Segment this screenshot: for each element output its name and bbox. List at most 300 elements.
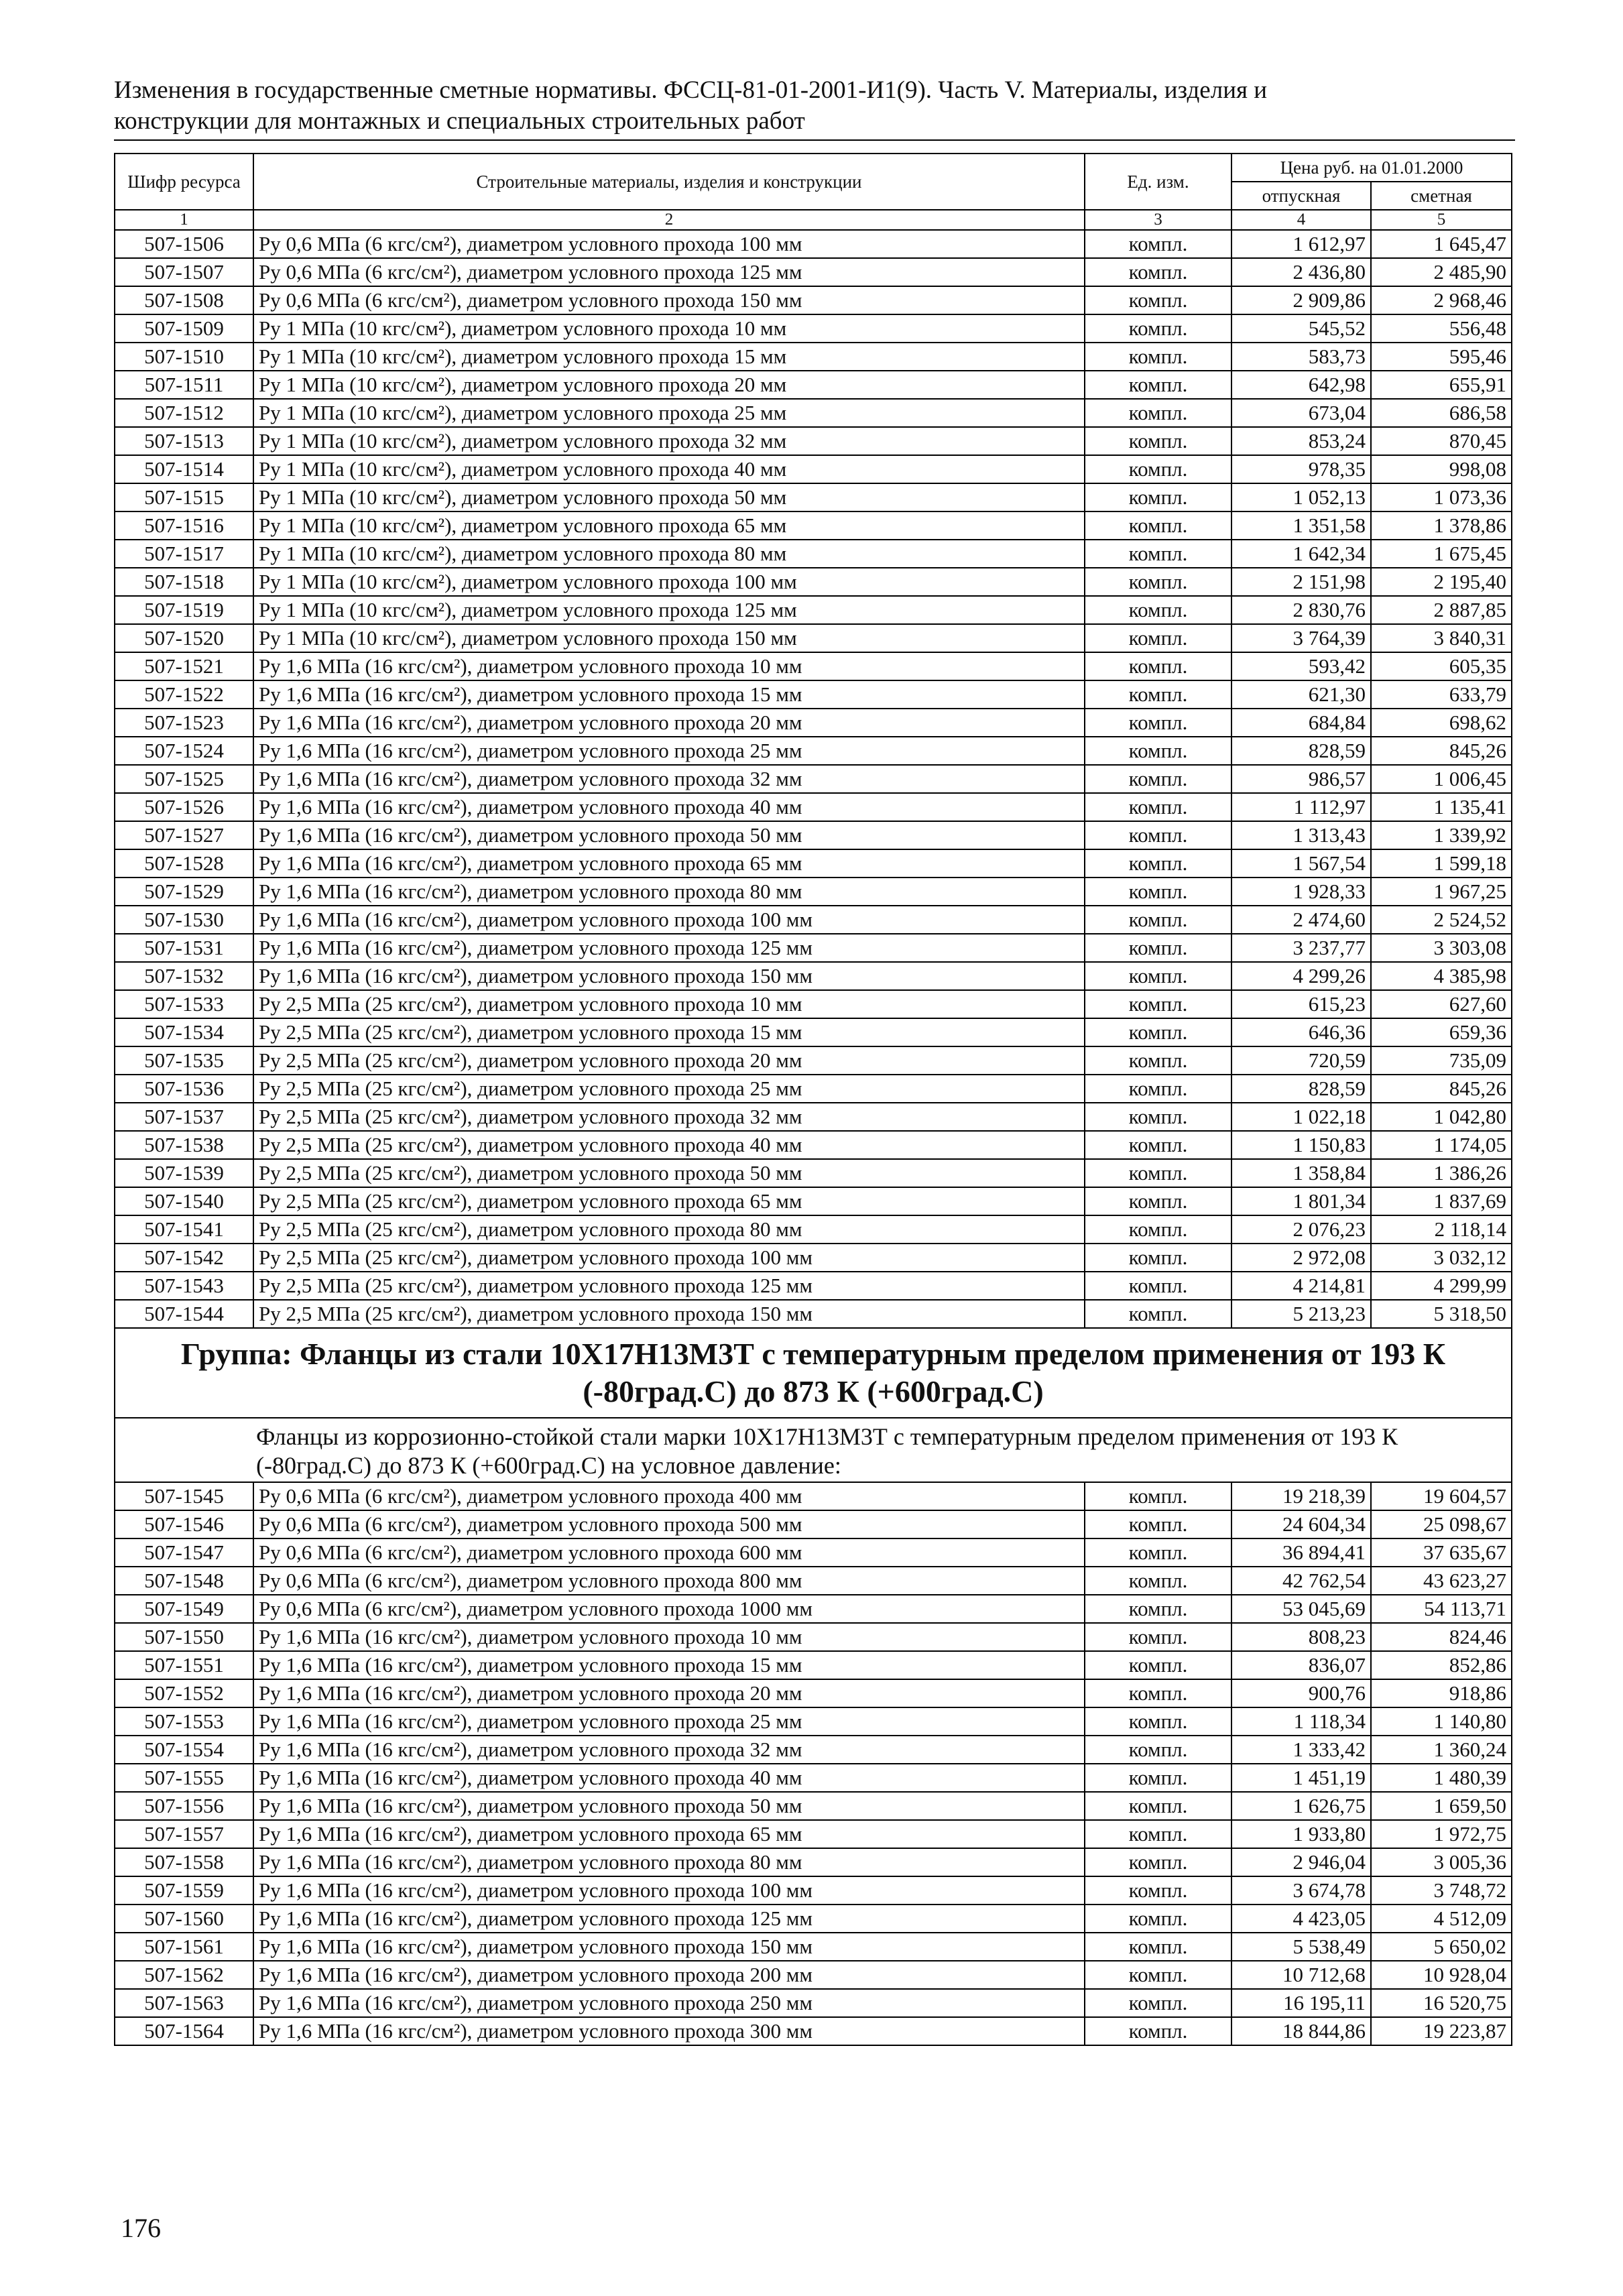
unit: компл. xyxy=(1085,1933,1231,1961)
unit: компл. xyxy=(1085,680,1231,709)
unit: компл. xyxy=(1085,878,1231,906)
estimate-price: 605,35 xyxy=(1371,652,1512,680)
material-description: Ру 1,6 МПа (16 кгс/см²), диаметром условного прохода 40 мм xyxy=(253,1764,1085,1792)
resource-code: 507-1549 xyxy=(115,1595,253,1623)
unit: компл. xyxy=(1085,652,1231,680)
column-number-row xyxy=(115,210,1512,230)
resource-code: 507-1564 xyxy=(115,2017,253,2045)
material-description: Ру 0,6 МПа (6 кгс/см²), диаметром условного прохода 600 мм xyxy=(253,1538,1085,1567)
release-price: 1 642,34 xyxy=(1231,540,1371,568)
estimate-price: 1 837,69 xyxy=(1371,1187,1512,1215)
resource-code: 507-1550 xyxy=(115,1623,253,1651)
estimate-price: 2 118,14 xyxy=(1371,1215,1512,1244)
material-description: Ру 1,6 МПа (16 кгс/см²), диаметром условного прохода 300 мм xyxy=(253,2017,1085,2045)
table-row xyxy=(115,1159,1512,1187)
unit: компл. xyxy=(1085,1961,1231,1989)
column-header-unit: Ед. изм. xyxy=(1085,154,1231,210)
table-row xyxy=(115,1933,1512,1961)
unit: компл. xyxy=(1085,1215,1231,1244)
resource-code: 507-1509 xyxy=(115,314,253,343)
resource-code: 507-1538 xyxy=(115,1131,253,1159)
release-price: 545,52 xyxy=(1231,314,1371,343)
material-description: Ру 1,6 МПа (16 кгс/см²), диаметром условного прохода 50 мм xyxy=(253,1792,1085,1820)
material-description: Ру 0,6 МПа (6 кгс/см²), диаметром условного прохода 100 мм xyxy=(253,230,1085,258)
release-price: 3 764,39 xyxy=(1231,624,1371,652)
release-price: 2 151,98 xyxy=(1231,568,1371,596)
material-description: Ру 1,6 МПа (16 кгс/см²), диаметром условного прохода 25 мм xyxy=(253,1707,1085,1736)
resource-code: 507-1554 xyxy=(115,1736,253,1764)
resource-code: 507-1535 xyxy=(115,1046,253,1075)
material-description: Ру 1,6 МПа (16 кгс/см²), диаметром условного прохода 32 мм xyxy=(253,1736,1085,1764)
material-description: Ру 2,5 МПа (25 кгс/см²), диаметром условного прохода 80 мм xyxy=(253,1215,1085,1244)
release-price: 19 218,39 xyxy=(1231,1482,1371,1510)
material-description: Ру 1 МПа (10 кгс/см²), диаметром условного прохода 150 мм xyxy=(253,624,1085,652)
release-price: 1 313,43 xyxy=(1231,821,1371,849)
table-row xyxy=(115,314,1512,343)
release-price: 10 712,68 xyxy=(1231,1961,1371,1989)
release-price: 1 801,34 xyxy=(1231,1187,1371,1215)
resource-code: 507-1522 xyxy=(115,680,253,709)
table-row xyxy=(115,793,1512,821)
resource-code: 507-1520 xyxy=(115,624,253,652)
release-price: 3 674,78 xyxy=(1231,1876,1371,1905)
estimate-price: 1 645,47 xyxy=(1371,230,1512,258)
release-price: 900,76 xyxy=(1231,1679,1371,1707)
column-number: 4 xyxy=(1231,210,1371,230)
table-row xyxy=(115,230,1512,258)
unit: компл. xyxy=(1085,1820,1231,1848)
table-row xyxy=(115,1679,1512,1707)
table-row xyxy=(115,1075,1512,1103)
table-row xyxy=(115,511,1512,540)
unit: компл. xyxy=(1085,765,1231,793)
table-row xyxy=(115,1482,1512,1510)
release-price: 16 195,11 xyxy=(1231,1989,1371,2017)
unit: компл. xyxy=(1085,371,1231,399)
material-description: Ру 1 МПа (10 кгс/см²), диаметром условного прохода 65 мм xyxy=(253,511,1085,540)
running-header-line-1: Изменения в государственные сметные нормативы. ФССЦ-81-01-2001-И1(9). Часть V. Материалы, изделия и xyxy=(114,76,1268,104)
resource-code: 507-1506 xyxy=(115,230,253,258)
estimate-price: 627,60 xyxy=(1371,990,1512,1018)
unit: компл. xyxy=(1085,1272,1231,1300)
release-price: 53 045,69 xyxy=(1231,1595,1371,1623)
resource-code: 507-1548 xyxy=(115,1567,253,1595)
table-row xyxy=(115,849,1512,878)
unit: компл. xyxy=(1085,1103,1231,1131)
resource-code: 507-1539 xyxy=(115,1159,253,1187)
estimate-price: 1 360,24 xyxy=(1371,1736,1512,1764)
unit: компл. xyxy=(1085,2017,1231,2045)
unit: компл. xyxy=(1085,427,1231,455)
material-description: Ру 0,6 МПа (6 кгс/см²), диаметром условного прохода 150 мм xyxy=(253,286,1085,314)
material-description: Ру 2,5 МПа (25 кгс/см²), диаметром условного прохода 25 мм xyxy=(253,1075,1085,1103)
release-price: 2 946,04 xyxy=(1231,1848,1371,1876)
table-row xyxy=(115,1623,1512,1651)
unit: компл. xyxy=(1085,286,1231,314)
release-price: 642,98 xyxy=(1231,371,1371,399)
table-row xyxy=(115,1876,1512,1905)
group-note: Фланцы из коррозионно-стойкой стали марки 10Х17Н13М3Т с температурным пределом применения от 193 К (-80град.С) до 873 К (+600град.С) на условное давление: xyxy=(115,1418,1512,1482)
resource-code: 507-1521 xyxy=(115,652,253,680)
material-description: Ру 1,6 МПа (16 кгс/см²), диаметром условного прохода 15 мм xyxy=(253,680,1085,709)
resource-code: 507-1507 xyxy=(115,258,253,286)
estimate-price: 16 520,75 xyxy=(1371,1989,1512,2017)
table-row xyxy=(115,483,1512,511)
estimate-price: 1 339,92 xyxy=(1371,821,1512,849)
release-price: 1 358,84 xyxy=(1231,1159,1371,1187)
table-row xyxy=(115,680,1512,709)
material-description: Ру 2,5 МПа (25 кгс/см²), диаметром условного прохода 20 мм xyxy=(253,1046,1085,1075)
unit: компл. xyxy=(1085,1595,1231,1623)
resource-code: 507-1540 xyxy=(115,1187,253,1215)
unit: компл. xyxy=(1085,849,1231,878)
material-description: Ру 1,6 МПа (16 кгс/см²), диаметром условного прохода 10 мм xyxy=(253,1623,1085,1651)
estimate-price: 633,79 xyxy=(1371,680,1512,709)
material-description: Ру 1 МПа (10 кгс/см²), диаметром условного прохода 15 мм xyxy=(253,343,1085,371)
group-note-row xyxy=(115,1418,1512,1482)
unit: компл. xyxy=(1085,511,1231,540)
estimate-price: 3 748,72 xyxy=(1371,1876,1512,1905)
resource-code: 507-1546 xyxy=(115,1510,253,1538)
estimate-price: 595,46 xyxy=(1371,343,1512,371)
material-description: Ру 1,6 МПа (16 кгс/см²), диаметром условного прохода 250 мм xyxy=(253,1989,1085,2017)
table-row xyxy=(115,1961,1512,1989)
resource-code: 507-1532 xyxy=(115,962,253,990)
resource-code: 507-1545 xyxy=(115,1482,253,1510)
table-row xyxy=(115,286,1512,314)
resource-code: 507-1544 xyxy=(115,1300,253,1328)
estimate-price: 37 635,67 xyxy=(1371,1538,1512,1567)
resource-code: 507-1560 xyxy=(115,1905,253,1933)
estimate-price: 686,58 xyxy=(1371,399,1512,427)
release-price: 4 423,05 xyxy=(1231,1905,1371,1933)
material-description: Ру 1 МПа (10 кгс/см²), диаметром условного прохода 25 мм xyxy=(253,399,1085,427)
table-row xyxy=(115,1764,1512,1792)
estimate-price: 4 385,98 xyxy=(1371,962,1512,990)
material-description: Ру 1,6 МПа (16 кгс/см²), диаметром условного прохода 15 мм xyxy=(253,1651,1085,1679)
unit: компл. xyxy=(1085,1538,1231,1567)
table-row xyxy=(115,1848,1512,1876)
resource-code: 507-1552 xyxy=(115,1679,253,1707)
material-description: Ру 0,6 МПа (6 кгс/см²), диаметром условного прохода 800 мм xyxy=(253,1567,1085,1595)
table-row xyxy=(115,1989,1512,2017)
table-row xyxy=(115,540,1512,568)
release-price: 1 567,54 xyxy=(1231,849,1371,878)
table-row xyxy=(115,765,1512,793)
material-description: Ру 1 МПа (10 кгс/см²), диаметром условного прохода 20 мм xyxy=(253,371,1085,399)
release-price: 1 118,34 xyxy=(1231,1707,1371,1736)
estimate-price: 1 006,45 xyxy=(1371,765,1512,793)
material-description: Ру 0,6 МПа (6 кгс/см²), диаметром условного прохода 500 мм xyxy=(253,1510,1085,1538)
material-description: Ру 2,5 МПа (25 кгс/см²), диаметром условного прохода 15 мм xyxy=(253,1018,1085,1046)
unit: компл. xyxy=(1085,1623,1231,1651)
resource-code: 507-1510 xyxy=(115,343,253,371)
unit: компл. xyxy=(1085,1159,1231,1187)
material-description: Ру 2,5 МПа (25 кгс/см²), диаметром условного прохода 65 мм xyxy=(253,1187,1085,1215)
resource-code: 507-1513 xyxy=(115,427,253,455)
unit: компл. xyxy=(1085,1989,1231,2017)
release-price: 684,84 xyxy=(1231,709,1371,737)
estimate-price: 19 223,87 xyxy=(1371,2017,1512,2045)
running-header-line-2: конструкции для монтажных и специальных строительных работ xyxy=(114,107,805,135)
estimate-price: 1 042,80 xyxy=(1371,1103,1512,1131)
table-row xyxy=(115,1567,1512,1595)
material-description: Ру 1,6 МПа (16 кгс/см²), диаметром условного прохода 100 мм xyxy=(253,906,1085,934)
resource-code: 507-1529 xyxy=(115,878,253,906)
estimate-price: 1 140,80 xyxy=(1371,1707,1512,1736)
resource-code: 507-1556 xyxy=(115,1792,253,1820)
estimate-price: 1 135,41 xyxy=(1371,793,1512,821)
estimate-price: 655,91 xyxy=(1371,371,1512,399)
estimate-price: 852,86 xyxy=(1371,1651,1512,1679)
unit: компл. xyxy=(1085,596,1231,624)
estimate-price: 25 098,67 xyxy=(1371,1510,1512,1538)
unit: компл. xyxy=(1085,314,1231,343)
resource-code: 507-1541 xyxy=(115,1215,253,1244)
release-price: 2 909,86 xyxy=(1231,286,1371,314)
estimate-price: 1 967,25 xyxy=(1371,878,1512,906)
release-price: 3 237,77 xyxy=(1231,934,1371,962)
release-price: 853,24 xyxy=(1231,427,1371,455)
release-price: 24 604,34 xyxy=(1231,1510,1371,1538)
resource-code: 507-1512 xyxy=(115,399,253,427)
estimate-price: 556,48 xyxy=(1371,314,1512,343)
table-row xyxy=(115,427,1512,455)
resource-code: 507-1525 xyxy=(115,765,253,793)
unit: компл. xyxy=(1085,1764,1231,1792)
header-rule xyxy=(114,139,1515,141)
resource-code: 507-1530 xyxy=(115,906,253,934)
unit: компл. xyxy=(1085,1510,1231,1538)
table-row xyxy=(115,1103,1512,1131)
release-price: 1 112,97 xyxy=(1231,793,1371,821)
estimate-price: 2 485,90 xyxy=(1371,258,1512,286)
material-description: Ру 1,6 МПа (16 кгс/см²), диаметром условного прохода 65 мм xyxy=(253,849,1085,878)
resource-code: 507-1526 xyxy=(115,793,253,821)
release-price: 1 150,83 xyxy=(1231,1131,1371,1159)
release-price: 1 933,80 xyxy=(1231,1820,1371,1848)
table-row xyxy=(115,399,1512,427)
unit: компл. xyxy=(1085,1848,1231,1876)
estimate-price: 3 303,08 xyxy=(1371,934,1512,962)
resource-code: 507-1551 xyxy=(115,1651,253,1679)
resource-code: 507-1518 xyxy=(115,568,253,596)
unit: компл. xyxy=(1085,821,1231,849)
estimate-price: 918,86 xyxy=(1371,1679,1512,1707)
unit: компл. xyxy=(1085,399,1231,427)
resource-code: 507-1508 xyxy=(115,286,253,314)
table-row xyxy=(115,568,1512,596)
unit: компл. xyxy=(1085,1707,1231,1736)
column-number: 2 xyxy=(253,210,1085,230)
release-price: 828,59 xyxy=(1231,737,1371,765)
table-row xyxy=(115,709,1512,737)
release-price: 808,23 xyxy=(1231,1623,1371,1651)
unit: компл. xyxy=(1085,934,1231,962)
unit: компл. xyxy=(1085,1679,1231,1707)
resource-code: 507-1553 xyxy=(115,1707,253,1736)
material-description: Ру 2,5 МПа (25 кгс/см²), диаметром условного прохода 40 мм xyxy=(253,1131,1085,1159)
estimate-price: 1 174,05 xyxy=(1371,1131,1512,1159)
release-price: 2 474,60 xyxy=(1231,906,1371,934)
release-price: 621,30 xyxy=(1231,680,1371,709)
material-description: Ру 1,6 МПа (16 кгс/см²), диаметром условного прохода 50 мм xyxy=(253,821,1085,849)
unit: компл. xyxy=(1085,1876,1231,1905)
column-header-price: Цена руб. на 01.01.2000 xyxy=(1231,154,1512,182)
table-row xyxy=(115,737,1512,765)
table-row xyxy=(115,455,1512,483)
material-description: Ру 1 МПа (10 кгс/см²), диаметром условного прохода 125 мм xyxy=(253,596,1085,624)
estimate-price: 3 840,31 xyxy=(1371,624,1512,652)
table-row xyxy=(115,1595,1512,1623)
resource-code: 507-1516 xyxy=(115,511,253,540)
table-row xyxy=(115,2017,1512,2045)
unit: компл. xyxy=(1085,1736,1231,1764)
resource-code: 507-1511 xyxy=(115,371,253,399)
column-header-estimate-price: сметная xyxy=(1371,182,1512,210)
table-row xyxy=(115,1300,1512,1328)
release-price: 593,42 xyxy=(1231,652,1371,680)
table-row xyxy=(115,258,1512,286)
estimate-price: 845,26 xyxy=(1371,1075,1512,1103)
material-description: Ру 1,6 МПа (16 кгс/см²), диаметром условного прохода 125 мм xyxy=(253,1905,1085,1933)
unit: компл. xyxy=(1085,455,1231,483)
resource-code: 507-1536 xyxy=(115,1075,253,1103)
unit: компл. xyxy=(1085,709,1231,737)
price-table-body xyxy=(115,154,1512,2045)
estimate-price: 1 480,39 xyxy=(1371,1764,1512,1792)
unit: компл. xyxy=(1085,906,1231,934)
resource-code: 507-1527 xyxy=(115,821,253,849)
resource-code: 507-1543 xyxy=(115,1272,253,1300)
estimate-price: 3 032,12 xyxy=(1371,1244,1512,1272)
release-price: 2 436,80 xyxy=(1231,258,1371,286)
table-row xyxy=(115,1651,1512,1679)
unit: компл. xyxy=(1085,1075,1231,1103)
unit: компл. xyxy=(1085,1905,1231,1933)
release-price: 2 076,23 xyxy=(1231,1215,1371,1244)
material-description: Ру 1,6 МПа (16 кгс/см²), диаметром условного прохода 10 мм xyxy=(253,652,1085,680)
estimate-price: 698,62 xyxy=(1371,709,1512,737)
table-row xyxy=(115,962,1512,990)
resource-code: 507-1562 xyxy=(115,1961,253,1989)
unit: компл. xyxy=(1085,1244,1231,1272)
table-row xyxy=(115,1215,1512,1244)
estimate-price: 43 623,27 xyxy=(1371,1567,1512,1595)
material-description: Ру 2,5 МПа (25 кгс/см²), диаметром условного прохода 100 мм xyxy=(253,1244,1085,1272)
release-price: 1 052,13 xyxy=(1231,483,1371,511)
release-price: 2 830,76 xyxy=(1231,596,1371,624)
resource-code: 507-1515 xyxy=(115,483,253,511)
unit: компл. xyxy=(1085,230,1231,258)
table-row xyxy=(115,1018,1512,1046)
column-number: 5 xyxy=(1371,210,1512,230)
unit: компл. xyxy=(1085,990,1231,1018)
resource-code: 507-1524 xyxy=(115,737,253,765)
resource-code: 507-1563 xyxy=(115,1989,253,2017)
release-price: 1 612,97 xyxy=(1231,230,1371,258)
estimate-price: 1 386,26 xyxy=(1371,1159,1512,1187)
page-number: 176 xyxy=(121,2213,161,2243)
estimate-price: 824,46 xyxy=(1371,1623,1512,1651)
material-description: Ру 1,6 МПа (16 кгс/см²), диаметром условного прохода 40 мм xyxy=(253,793,1085,821)
table-row xyxy=(115,878,1512,906)
release-price: 1 022,18 xyxy=(1231,1103,1371,1131)
unit: компл. xyxy=(1085,1482,1231,1510)
estimate-price: 2 887,85 xyxy=(1371,596,1512,624)
release-price: 720,59 xyxy=(1231,1046,1371,1075)
estimate-price: 845,26 xyxy=(1371,737,1512,765)
release-price: 5 538,49 xyxy=(1231,1933,1371,1961)
material-description: Ру 1,6 МПа (16 кгс/см²), диаметром условного прохода 20 мм xyxy=(253,709,1085,737)
resource-code: 507-1531 xyxy=(115,934,253,962)
material-description: Ру 2,5 МПа (25 кгс/см²), диаметром условного прохода 125 мм xyxy=(253,1272,1085,1300)
resource-code: 507-1555 xyxy=(115,1764,253,1792)
table-row xyxy=(115,652,1512,680)
release-price: 583,73 xyxy=(1231,343,1371,371)
table-row xyxy=(115,1707,1512,1736)
material-description: Ру 1,6 МПа (16 кгс/см²), диаметром условного прохода 20 мм xyxy=(253,1679,1085,1707)
unit: компл. xyxy=(1085,343,1231,371)
column-number: 1 xyxy=(115,210,253,230)
table-row xyxy=(115,1131,1512,1159)
material-description: Ру 2,5 МПа (25 кгс/см²), диаметром условного прохода 10 мм xyxy=(253,990,1085,1018)
material-description: Ру 0,6 МПа (6 кгс/см²), диаметром условного прохода 1000 мм xyxy=(253,1595,1085,1623)
resource-code: 507-1534 xyxy=(115,1018,253,1046)
price-table xyxy=(114,153,1512,2046)
material-description: Ру 1 МПа (10 кгс/см²), диаметром условного прохода 100 мм xyxy=(253,568,1085,596)
estimate-price: 54 113,71 xyxy=(1371,1595,1512,1623)
release-price: 1 626,75 xyxy=(1231,1792,1371,1820)
release-price: 1 351,58 xyxy=(1231,511,1371,540)
material-description: Ру 1,6 МПа (16 кгс/см²), диаметром условного прохода 25 мм xyxy=(253,737,1085,765)
resource-code: 507-1537 xyxy=(115,1103,253,1131)
group-heading-row xyxy=(115,1328,1512,1418)
material-description: Ру 1,6 МПа (16 кгс/см²), диаметром условного прохода 65 мм xyxy=(253,1820,1085,1848)
unit: компл. xyxy=(1085,1131,1231,1159)
unit: компл. xyxy=(1085,737,1231,765)
unit: компл. xyxy=(1085,568,1231,596)
release-price: 646,36 xyxy=(1231,1018,1371,1046)
resource-code: 507-1533 xyxy=(115,990,253,1018)
estimate-price: 2 968,46 xyxy=(1371,286,1512,314)
release-price: 673,04 xyxy=(1231,399,1371,427)
material-description: Ру 1 МПа (10 кгс/см²), диаметром условного прохода 80 мм xyxy=(253,540,1085,568)
estimate-price: 5 650,02 xyxy=(1371,1933,1512,1961)
table-row xyxy=(115,906,1512,934)
column-header-code: Шифр ресурса xyxy=(115,154,253,210)
estimate-price: 3 005,36 xyxy=(1371,1848,1512,1876)
release-price: 5 213,23 xyxy=(1231,1300,1371,1328)
table-row xyxy=(115,343,1512,371)
resource-code: 507-1542 xyxy=(115,1244,253,1272)
release-price: 1 451,19 xyxy=(1231,1764,1371,1792)
unit: компл. xyxy=(1085,483,1231,511)
release-price: 978,35 xyxy=(1231,455,1371,483)
material-description: Ру 1,6 МПа (16 кгс/см²), диаметром условного прохода 200 мм xyxy=(253,1961,1085,1989)
estimate-price: 10 928,04 xyxy=(1371,1961,1512,1989)
group-heading: Группа: Фланцы из стали 10Х17Н13М3Т с температурным пределом применения от 193 К (-80град.С) до 873 К (+600град.С) xyxy=(115,1328,1512,1418)
estimate-price: 2 524,52 xyxy=(1371,906,1512,934)
material-description: Ру 1,6 МПа (16 кгс/см²), диаметром условного прохода 80 мм xyxy=(253,1848,1085,1876)
table-row xyxy=(115,596,1512,624)
release-price: 4 299,26 xyxy=(1231,962,1371,990)
material-description: Ру 1,6 МПа (16 кгс/см²), диаметром условного прохода 80 мм xyxy=(253,878,1085,906)
material-description: Ру 0,6 МПа (6 кгс/см²), диаметром условного прохода 125 мм xyxy=(253,258,1085,286)
unit: компл. xyxy=(1085,1651,1231,1679)
material-description: Ру 1,6 МПа (16 кгс/см²), диаметром условного прохода 32 мм xyxy=(253,765,1085,793)
resource-code: 507-1523 xyxy=(115,709,253,737)
